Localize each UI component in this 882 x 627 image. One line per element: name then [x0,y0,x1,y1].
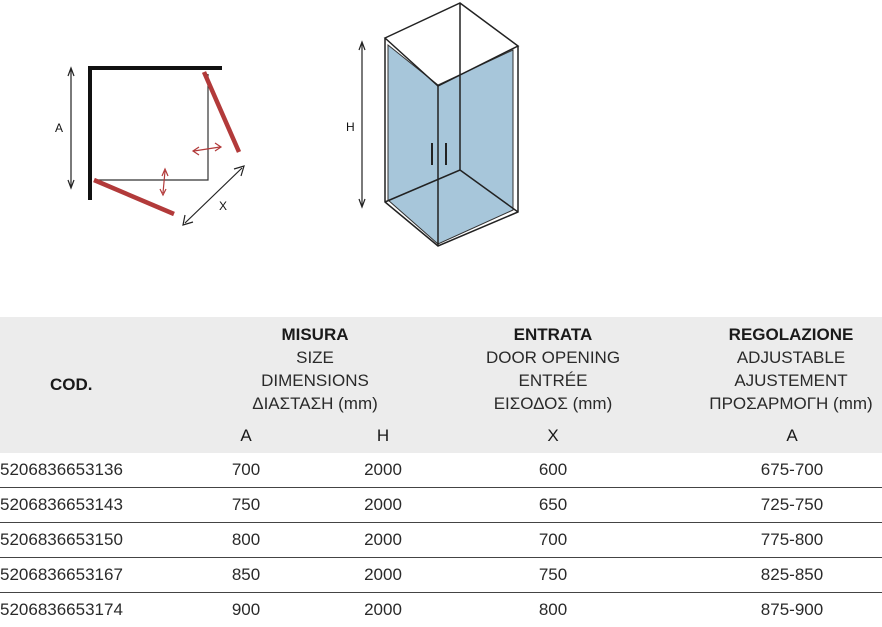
cell-a: 850 [231,565,261,584]
cell-x: 800 [538,600,568,619]
cell-code: 5206836653150 [0,530,123,549]
subheader-h: H [376,426,390,445]
dimension-h-arrow [359,42,365,207]
right-glass-panel [438,50,513,244]
cell-x: 700 [538,530,568,549]
cell-x: 750 [538,565,568,584]
cell-a: 750 [231,495,261,514]
cell-h: 2000 [364,495,402,514]
table-row [0,523,882,558]
subheader-a: A [240,426,252,445]
cell-a: 700 [231,460,261,479]
code-header: COD. [50,375,93,394]
cell-h: 2000 [364,600,402,619]
table-row [0,453,882,488]
cell-adj: 775-800 [760,530,824,549]
dimension-x-label: X [219,199,228,213]
cell-adj: 675-700 [760,460,824,479]
cell-h: 2000 [364,460,402,479]
table-row [0,558,882,593]
cell-code: 5206836653136 [0,460,123,479]
enclosure-3d-diagram [0,0,560,260]
cell-h: 2000 [364,530,402,549]
door-opening-header: ENTRATA DOOR OPENING ENTRÉE ΕΙΣΟΔΟΣ (mm) [485,325,621,413]
cell-code: 5206836653174 [0,600,123,619]
table-row [0,488,882,523]
cell-adj: 825-850 [760,565,824,584]
size-header: MISURA SIZE DIMENSIONS ΔΙΑΣΤΑΣΗ (mm) [252,325,378,413]
cell-adj: 725-750 [760,495,824,514]
cell-h: 2000 [364,565,402,584]
dimension-a-label: A [55,121,64,135]
cell-a: 800 [231,530,261,549]
cell-a: 900 [231,600,261,619]
subheader-adj-a: A [786,426,798,445]
cell-code: 5206836653143 [0,495,123,514]
table-row [0,593,882,627]
table-header [0,317,882,453]
subheader-x: X [547,426,559,445]
cell-x: 650 [538,495,568,514]
cell-code: 5206836653167 [0,565,123,584]
dimension-h-label: H [346,120,355,134]
cell-adj: 875-900 [760,600,824,619]
cell-x: 600 [538,460,568,479]
left-glass-panel [388,45,438,244]
adjustable-header: REGOLAZIONE ADJUSTABLE AJUSTEMENT ΠΡΟΣΑΡΜΟΓΗ (mm) [709,325,873,413]
